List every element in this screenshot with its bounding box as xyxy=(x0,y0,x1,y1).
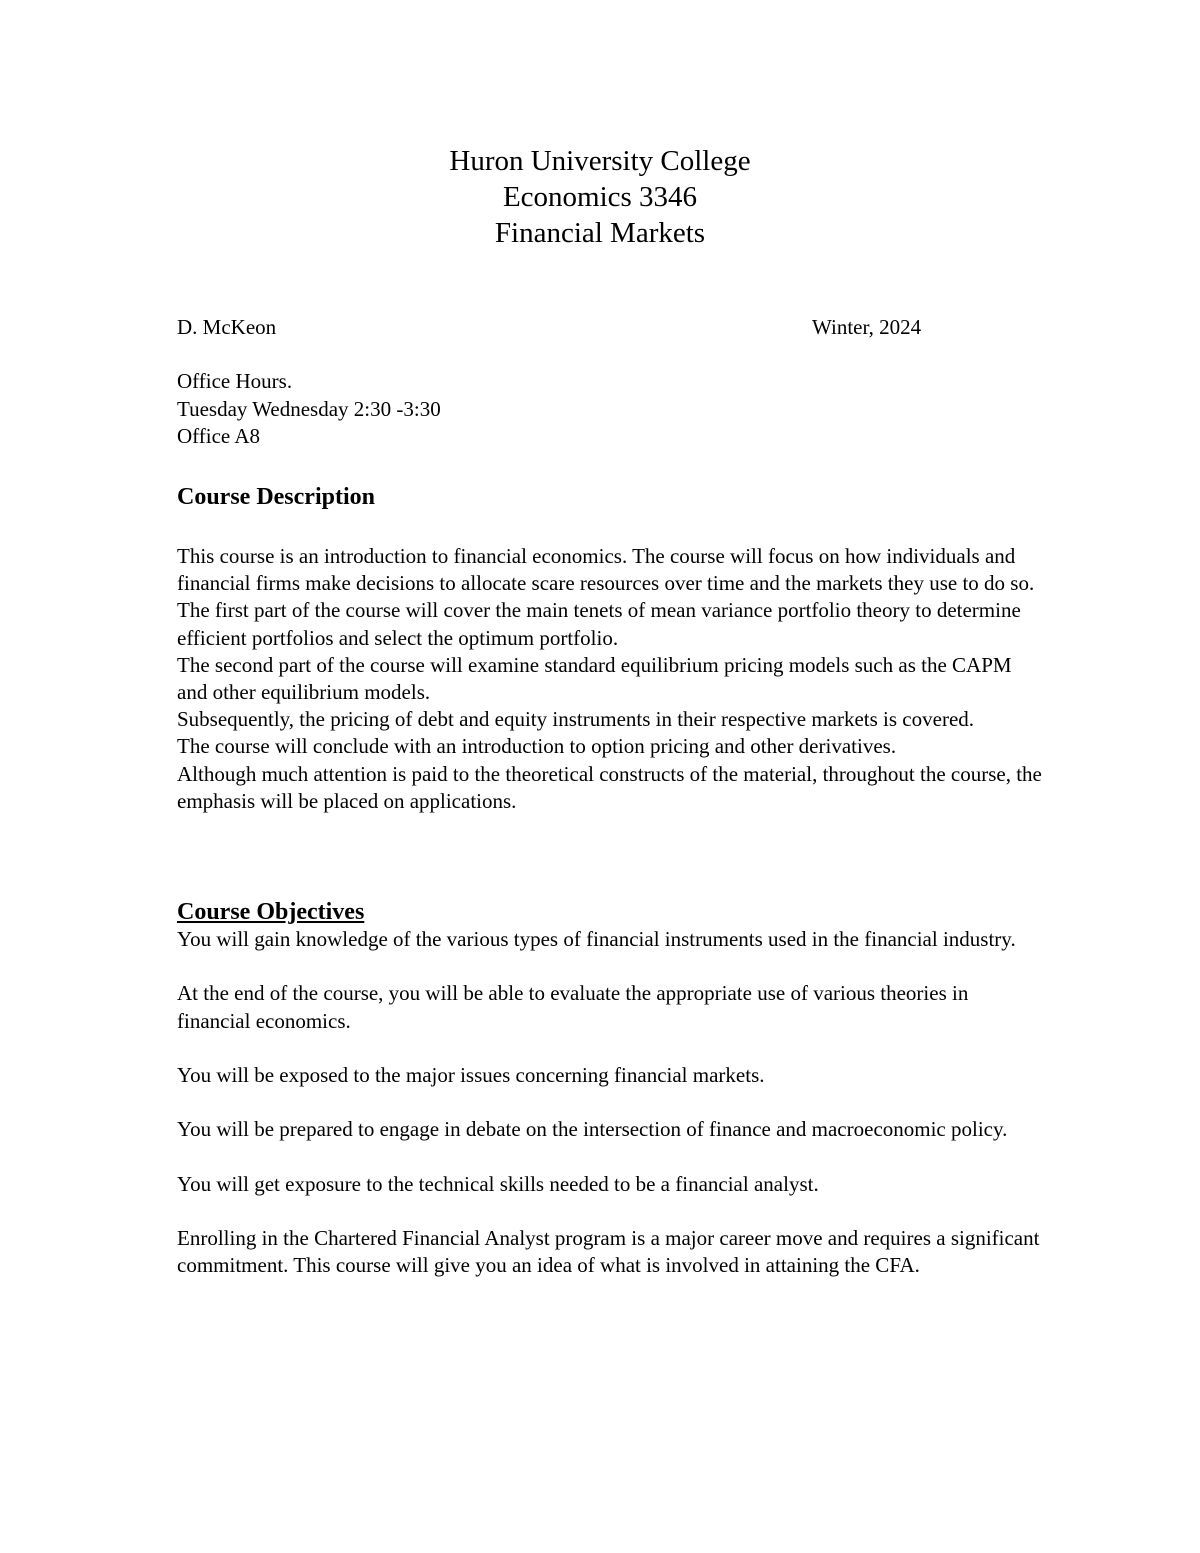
course-description-heading: Course Description xyxy=(177,484,375,510)
objective-item: You will gain knowledge of the various types of financial instruments used in the financial industry. xyxy=(177,927,1016,951)
office-location: Office A8 xyxy=(177,424,261,448)
office-hours-time: Tuesday Wednesday 2:30 -3:30 xyxy=(177,396,441,421)
description-paragraph: The first part of the course will cover the main tenets of mean variance portfolio theory to determine efficient portfolios and select the optimum portfolio. xyxy=(177,598,1021,650)
office-info xyxy=(177,368,441,451)
office-hours-label: Office Hours. xyxy=(177,369,293,393)
description-paragraph: The course will conclude with an introduction to option pricing and other derivatives. xyxy=(177,734,897,759)
objective-item: You will be prepared to engage in debate on the intersection of finance and macroeconomic policy. xyxy=(177,1117,1008,1142)
institution-name: Huron University College xyxy=(449,145,751,177)
description-paragraph: Although much attention is paid to the theoretical constructs of the material, throughout the course, the emphasis will be placed on applications. xyxy=(177,761,1042,813)
objective-item: You will be exposed to the major issues concerning financial markets. xyxy=(177,1062,765,1087)
description-paragraph: The second part of the course will examine standard equilibrium pricing models such as the CAPM and other equilibrium models. xyxy=(177,652,1012,705)
course-code: Economics 3346 xyxy=(502,181,698,213)
course-objectives xyxy=(177,926,1047,1307)
objective-item: Enrolling in the Chartered Financial Analyst program is a major career move and requires a significant commitment. This course will give you an idea of what is involved in attaining the CFA. xyxy=(177,1226,1040,1278)
description-paragraph: This course is an introduction to financial economics. The course will focus on how individuals and financial firms make decisions to allocate scare resources over time and the markets they use to do so. xyxy=(177,544,1035,596)
course-description xyxy=(177,543,1047,815)
term-label: Winter, 2024 xyxy=(812,315,922,339)
title-block xyxy=(0,143,1200,251)
instructor-name: D. McKeon xyxy=(177,315,277,339)
course-title: Financial Markets xyxy=(494,217,706,249)
objective-item: You will get exposure to the technical skills needed to be a financial analyst. xyxy=(177,1171,819,1196)
course-objectives-heading: Course Objectives xyxy=(177,899,365,925)
description-paragraph: Subsequently, the pricing of debt and equity instruments in their respective markets is covered. xyxy=(177,707,975,732)
objective-item: At the end of the course, you will be able to evaluate the appropriate use of various theories in financial economics. xyxy=(177,981,969,1033)
